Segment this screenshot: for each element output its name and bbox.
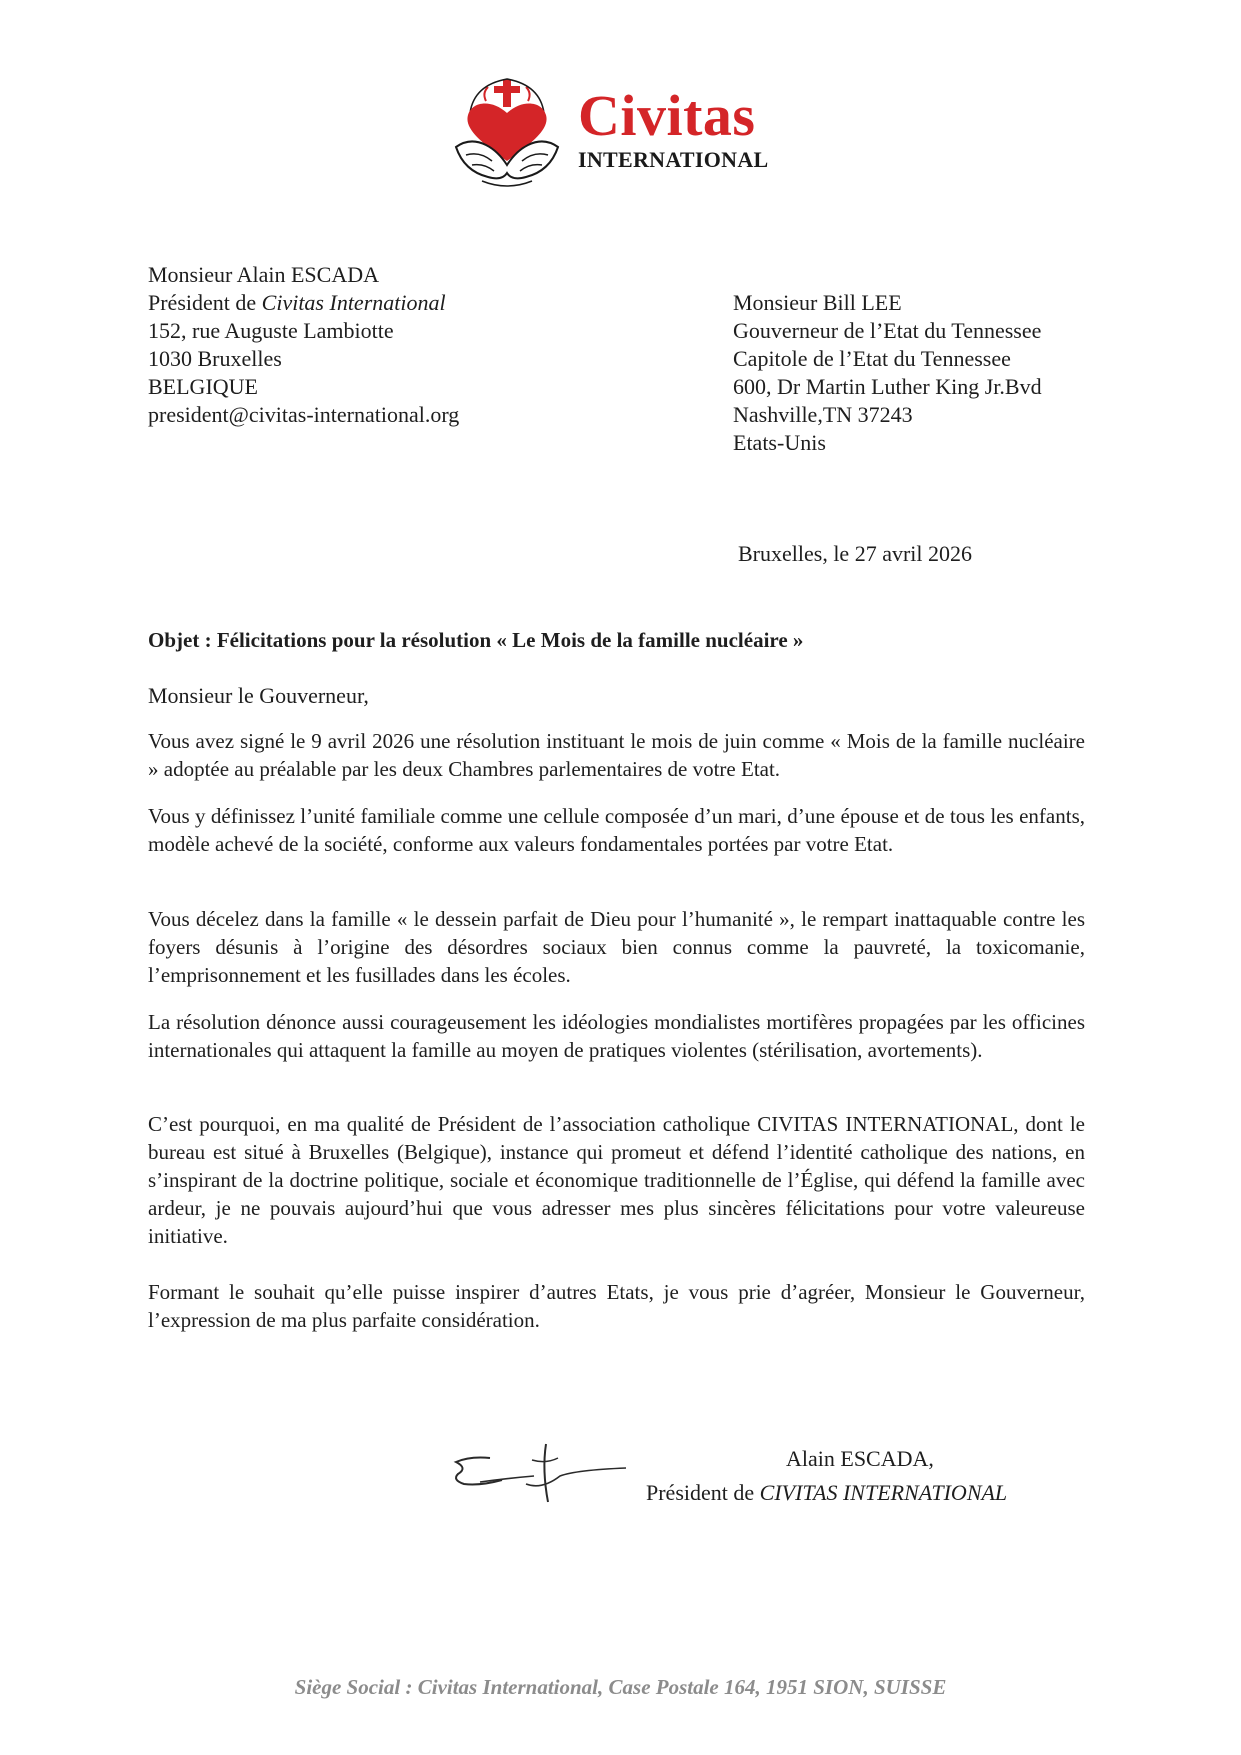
sender-title-org: Civitas International [261, 290, 446, 315]
recipient-city: Nashville,TN 37243 [733, 402, 913, 427]
sacred-heart-hands-icon [452, 73, 564, 191]
handwritten-signature [450, 1440, 630, 1506]
recipient-street: 600, Dr Martin Luther King Jr.Bvd [733, 374, 1042, 399]
sender-title [148, 289, 459, 317]
body-paragraph: C’est pourquoi, en ma qualité de Président de l’association catholique CIVITAS INTERNATIONAL, dont le bureau est situé à Bruxelles (Belgique), instance qui promeut et défend l’identité catholique des nations, en s’inspirant de la doctrine politique, sociale et économique traditionnelle de l’Église, qui défend la famille avec ardeur, je ne pouvais aujourd’hui que vous adresser mes plus sincères félicitations pour votre valeureuse initiative. [148, 1112, 1085, 1248]
logo-subtitle: INTERNATIONAL [578, 147, 769, 172]
signer-name: Alain ESCADA, [786, 1446, 934, 1471]
sender-email: president@civitas-international.org [148, 402, 460, 427]
sender-name: Monsieur Alain ESCADA [148, 262, 379, 287]
body-paragraph: Vous avez signé le 9 avril 2026 une résolution instituant le mois de juin comme « Mois de la famille nucléaire » adoptée au préalable par les deux Chambres parlementaires de votre Etat. [148, 729, 1085, 781]
salutation: Monsieur le Gouverneur, [148, 683, 369, 708]
civitas-logo [452, 73, 788, 191]
recipient-building: Capitole de l’Etat du Tennessee [733, 346, 1011, 371]
signer-title-org: CIVITAS INTERNATIONAL [759, 1480, 1008, 1505]
recipient-address [733, 289, 1042, 457]
recipient-title: Gouverneur de l’Etat du Tennessee [733, 318, 1042, 343]
body-paragraph: Vous y définissez l’unité familiale comme une cellule composée d’un mari, d’une épouse et de tous les enfants, modèle achevé de la société, conforme aux valeurs fondamentales portées par votre Etat. [148, 804, 1085, 856]
recipient-country: Etats-Unis [733, 430, 826, 455]
footer-address: Siège Social : Civitas International, Case Postale 164, 1951 SION, SUISSE [294, 1675, 947, 1699]
logo-wordmark: Civitas [578, 83, 756, 148]
sender-city: 1030 Bruxelles [148, 346, 282, 371]
signer-title-prefix: Président de [646, 1480, 760, 1505]
signer-title [646, 1479, 1007, 1507]
body-paragraph: Formant le souhait qu’elle puisse inspirer d’autres Etats, je vous prie d’agréer, Monsieur le Gouverneur, l’expression de ma plus parfaite considération. [148, 1280, 1085, 1332]
letter-date: Bruxelles, le 27 avril 2026 [738, 541, 973, 566]
sender-country: BELGIQUE [148, 374, 258, 399]
body-paragraph: Vous décelez dans la famille « le dessein parfait de Dieu pour l’humanité », le rempart inattaquable contre les foyers désunis à l’origine des désordres sociaux bien connus comme la pauvreté, la toxicomanie, l’emprisonnement et les fusillades dans les écoles. [148, 907, 1085, 987]
recipient-name: Monsieur Bill LEE [733, 290, 902, 315]
sender-address [148, 261, 459, 429]
letter-subject: Objet : Félicitations pour la résolution « Le Mois de la famille nucléaire » [148, 628, 804, 652]
sender-street: 152, rue Auguste Lambiotte [148, 318, 394, 343]
body-paragraph: La résolution dénonce aussi courageusement les idéologies mondialistes mortifères propagées par les officines internationales qui attaquent la famille au moyen de pratiques violentes (stérilisation, avortements). [148, 1010, 1085, 1062]
sender-title-prefix: Président de [148, 290, 262, 315]
